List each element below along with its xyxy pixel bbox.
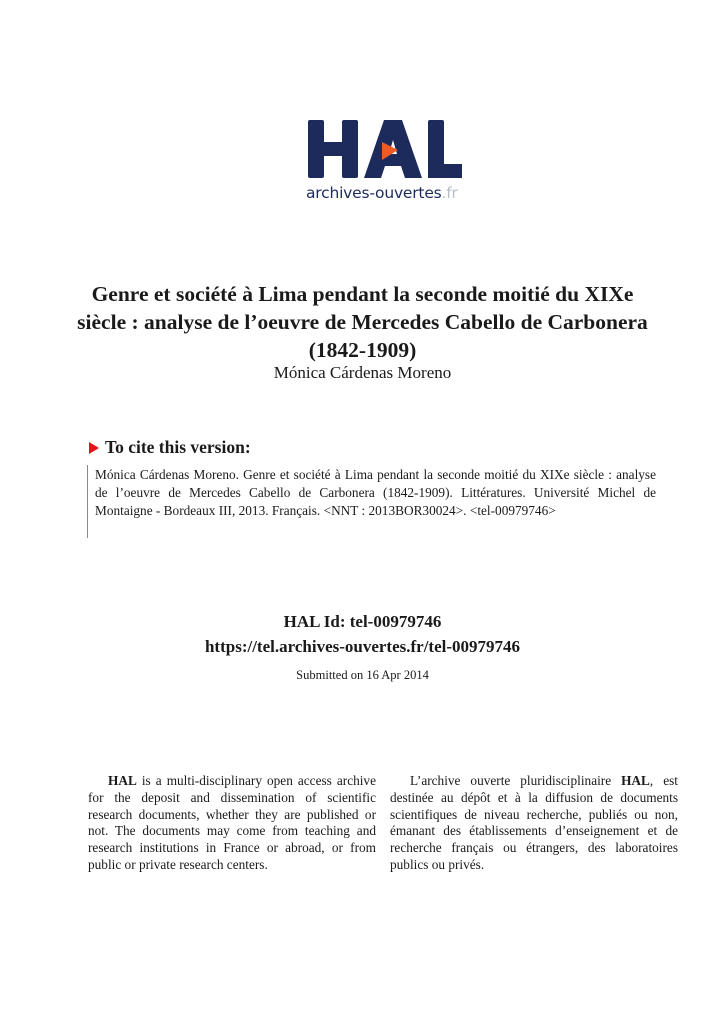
cite-heading-label: To cite this version:	[105, 437, 251, 457]
submission-date: Submitted on 16 Apr 2014	[296, 668, 429, 682]
logo-subtitle	[306, 184, 466, 202]
hal-bold-label-fr: HAL	[621, 773, 650, 788]
logo-subtitle-main: archives-ouvertes	[306, 184, 442, 202]
hal-bold-label: HAL	[108, 773, 137, 788]
hal-logo-mark	[306, 116, 466, 182]
hal-id: HAL Id: tel-00979746	[283, 612, 442, 631]
french-description-text: , est destinée au dépôt et à la diffusion de documents scientifiques de niveau recherche, publiés ou non, émanant des établissements d’enseignement et de recherche français ou étrangers, des laboratoires publics ou privés.	[390, 773, 678, 872]
hal-url-link[interactable]: https://tel.archives-ouvertes.fr/tel-00979746	[204, 637, 521, 656]
citation-text: Mónica Cárdenas Moreno. Genre et société à Lima pendant la seconde moitié du XIXe siècle : analyse de l’oeuvre de Mercedes Cabello de Carbonera (1842-1909). Littératures. Université Michel de Montaigne - Bordeaux III, 2013. Français. <NNT : 2013BOR30024>. <tel-00979746>	[95, 467, 656, 518]
logo-subtitle-tld: .fr	[441, 184, 458, 202]
french-description-pre: L’archive ouverte pluridisciplinaire	[410, 773, 622, 788]
french-description	[390, 773, 678, 874]
cite-heading	[89, 437, 251, 458]
document-title: Genre et société à Lima pendant la seconde moitié du XIXe siècle : analyse de l’oeuvre de Mercedes Cabello de Carbonera (1842-1909)	[77, 282, 648, 362]
cite-divider	[87, 465, 88, 538]
english-description-text: is a multi-disciplinary open access archive for the deposit and dissemination of scientific research documents, whether they are published or not. The documents may come from teaching and research institutions in France or abroad, or from public or private research centers.	[88, 773, 376, 872]
triangle-bullet-icon	[89, 442, 99, 454]
document-author: Mónica Cárdenas Moreno	[273, 363, 452, 382]
hal-logo	[306, 116, 466, 208]
english-description	[88, 773, 376, 874]
